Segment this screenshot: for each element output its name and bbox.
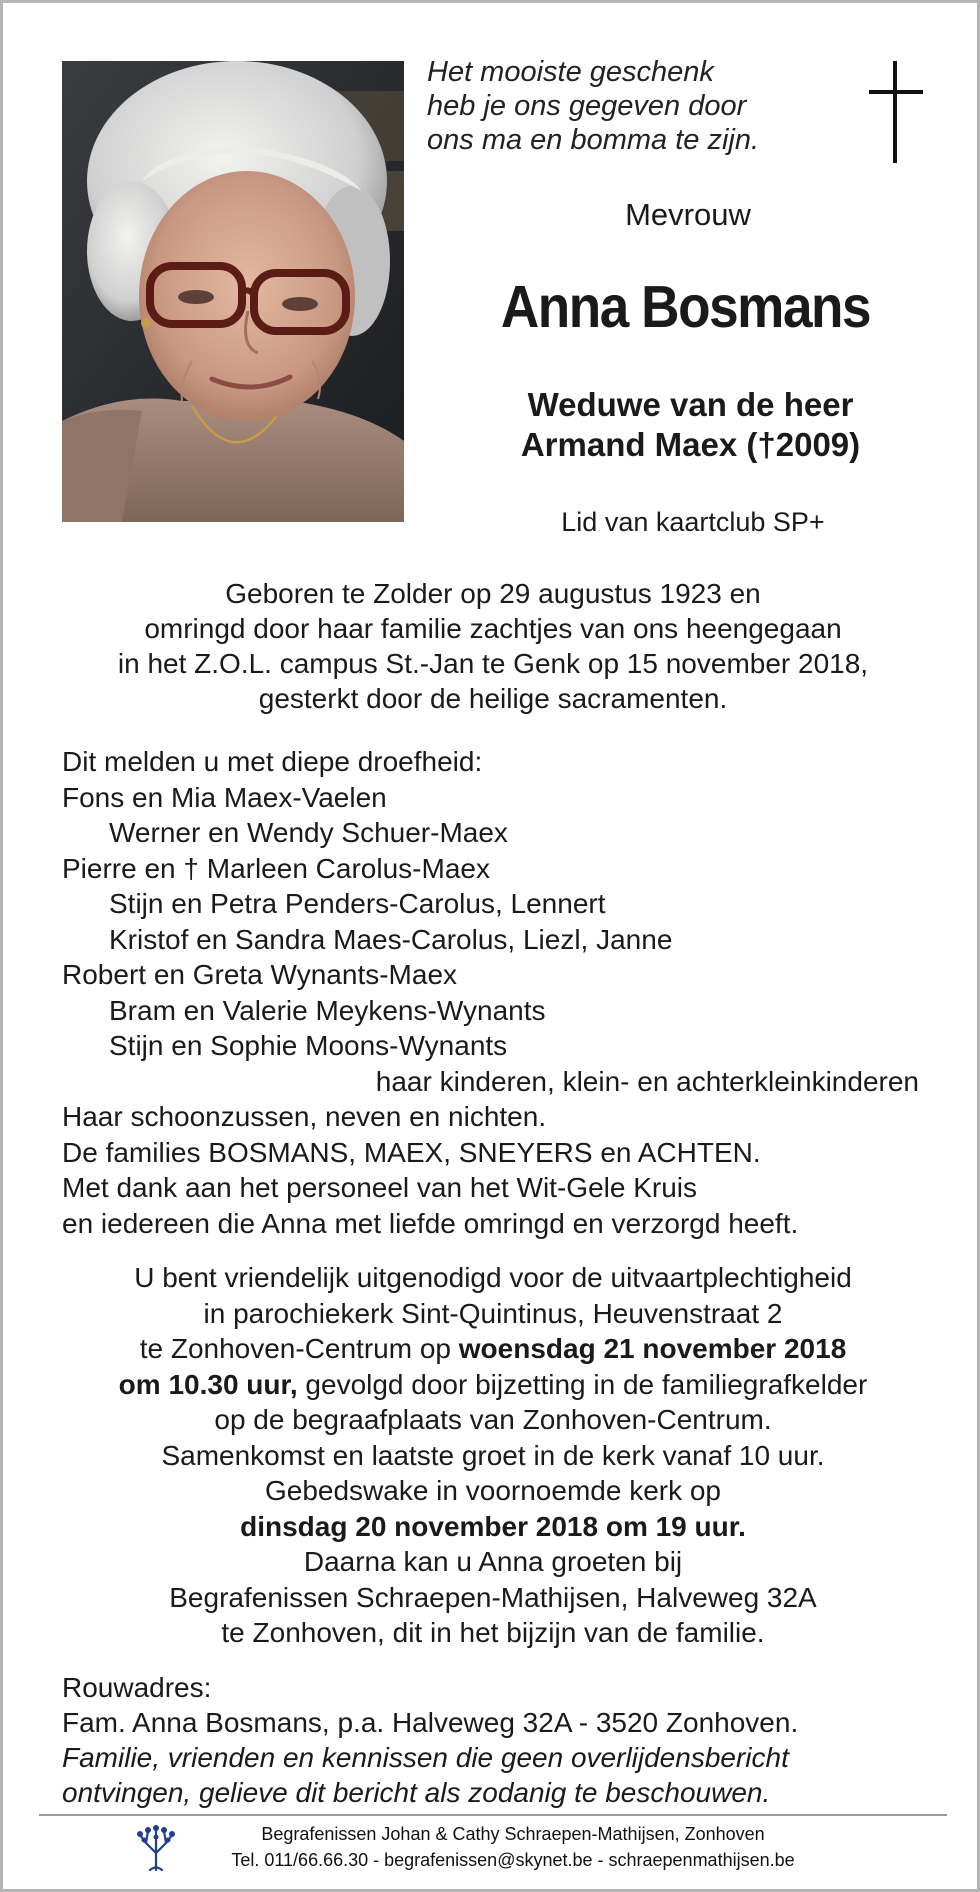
service-date: woensdag 21 november 2018 (458, 1333, 847, 1364)
family-member: Stijn en Petra Penders-Carolus, Lennert (109, 888, 606, 919)
details-line: gesterkt door de heilige sacramenten. (258, 683, 728, 714)
service-line (43, 1331, 943, 1367)
service-line: U bent vriendelijk uitgenodigd voor de uitvaartplechtigheid (134, 1262, 852, 1293)
address-note: ontvingen, gelieve dit bericht als zodanig te beschouwen. (62, 1777, 771, 1808)
tree-icon (134, 1823, 178, 1871)
widow-line: Armand Maex (†2009) (520, 426, 861, 463)
details-line: in het Z.O.L. campus St.-Jan te Genk op 15 november 2018, (117, 648, 869, 679)
service-line: Daarna kan u Anna groeten bij (303, 1546, 683, 1577)
service-line: op de begraafplaats van Zonhoven-Centrum. (214, 1404, 772, 1435)
quote-line: heb je ons gegeven door (427, 90, 747, 122)
service-text: gevolgd door bijzetting in de familiegrafkelder (297, 1368, 868, 1400)
salutation: Mevrouw (625, 197, 751, 232)
thanks-line: Met dank aan het personeel van het Wit-Gele Kruis (62, 1172, 698, 1203)
address-line: Fam. Anna Bosmans, p.a. Halveweg 32A - 3520 Zonhoven. (62, 1707, 799, 1738)
vigil-date: dinsdag 20 november 2018 om 19 uur. (240, 1510, 746, 1542)
service-line: in parochiekerk Sint-Quintinus, Heuvenstraat 2 (203, 1297, 783, 1329)
service-time: om 10.30 uur, (118, 1368, 298, 1400)
club-membership: Lid van kaartclub SP+ (561, 507, 825, 537)
service-line: Begrafenissen Schraepen-Mathijsen, Halveweg 32A (169, 1581, 817, 1613)
footer-divider (39, 1814, 947, 1816)
vigil-datetime (43, 1509, 943, 1545)
service-line: te Zonhoven, dit in het bijzijn van de familie. (221, 1617, 765, 1648)
family-list (62, 744, 962, 1241)
service-line (43, 1367, 943, 1403)
service-line: Gebedswake in voornoemde kerk op (264, 1475, 722, 1506)
quote-line: Het mooiste geschenk (427, 56, 714, 88)
family-intro: Dit melden u met diepe droefheid: (62, 746, 483, 777)
family-member: Fons en Mia Maex-Vaelen (62, 781, 387, 813)
family-line: De families BOSMANS, MAEX, SNEYERS en ACHTEN. (62, 1136, 761, 1168)
service-text: te Zonhoven-Centrum op (139, 1333, 459, 1364)
details-line: Geboren te Zolder op 29 augustus 1923 en (225, 578, 761, 609)
quote-line: ons ma en bomma te zijn. (427, 124, 760, 156)
family-member: Pierre en † Marleen Carolus-Maex (62, 852, 490, 884)
mourning-address (62, 1670, 962, 1810)
memorial-quote (427, 55, 827, 157)
thanks-line: en iedereen die Anna met liefde omringd en verzorgd heeft. (62, 1207, 799, 1239)
family-member: Bram en Valerie Meykens-Wynants (109, 994, 546, 1026)
portrait-photo (62, 61, 404, 522)
address-label: Rouwadres: (62, 1672, 212, 1703)
footer-line: Tel. 011/66.66.30 - begrafenissen@skynet.be - schraepenmathijsen.be (231, 1850, 795, 1870)
birth-death-details (43, 576, 943, 716)
deceased-name: Anna Bosmans (500, 274, 871, 340)
service-line: Samenkomst en laatste groet in de kerk vanaf 10 uur. (161, 1439, 825, 1471)
funeral-service-info (43, 1260, 943, 1651)
family-summary: haar kinderen, klein- en achterkleinkinderen (375, 1065, 919, 1097)
family-member: Kristof en Sandra Maes-Carolus, Liezl, Janne (109, 923, 673, 955)
family-member: Werner en Wendy Schuer-Maex (109, 817, 508, 848)
details-line: omringd door haar familie zachtjes van ons heengegaan (144, 613, 842, 644)
family-line: Haar schoonzussen, neven en nichten. (62, 1101, 547, 1132)
address-note: Familie, vrienden en kennissen die geen overlijdensbericht (62, 1742, 789, 1773)
family-member: Robert en Greta Wynants-Maex (62, 959, 458, 990)
funeral-home-footer (183, 1821, 843, 1873)
footer-line: Begrafenissen Johan & Cathy Schraepen-Mathijsen, Zonhoven (261, 1824, 765, 1844)
portrait-illustration (62, 61, 404, 522)
widow-line: Weduwe van de heer (527, 386, 854, 423)
cross-icon (865, 61, 927, 163)
family-member: Stijn en Sophie Moons-Wynants (109, 1030, 508, 1061)
widow-statement (443, 385, 938, 465)
